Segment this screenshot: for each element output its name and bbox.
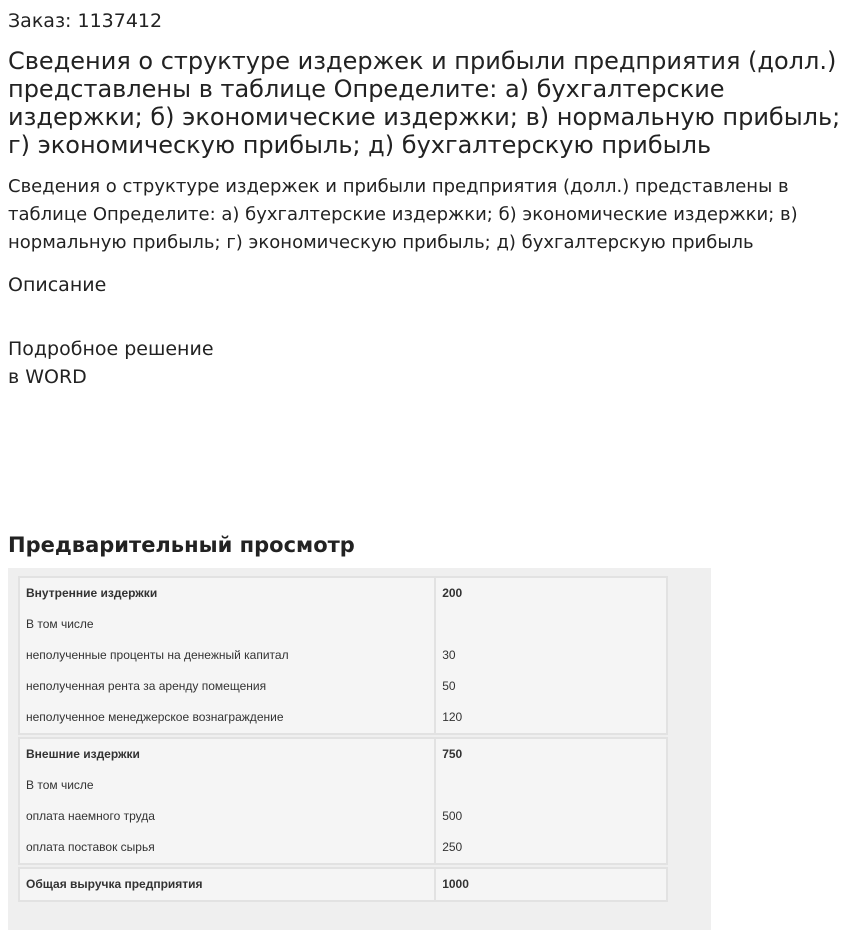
order-number: Заказ: 1137412 [8,10,163,32]
description-heading: Описание [8,274,107,296]
row-value: 750 [442,747,463,761]
preview-heading: Предварительный просмотр [8,533,355,557]
solution-line-2: в WORD [8,366,87,388]
table-row [18,737,668,865]
row-value: 30 [442,648,456,662]
row-label: неполученное менеджерское вознаграждение [26,710,284,724]
page-title: Сведения о структуре издержек и прибыли предприятия (долл.) представлены в таблице Определите: а) бухгалтерские издержки; б) экономические издержки; в) нормальную прибыль; г) экономическую прибыль; д) бухгалтерскую прибыль [8,47,841,159]
row-label: неполученные проценты на денежный капитал [26,648,289,662]
row-label: оплата поставок сырья [26,840,155,854]
solution-info [8,335,214,391]
label-cell [18,867,436,902]
row-value [442,609,666,640]
row-value [442,770,666,801]
row-value: 200 [442,586,463,600]
row-value: 1000 [442,877,469,891]
row-label: В том числе [26,617,94,631]
preview-table [18,576,668,902]
row-value: 50 [442,679,456,693]
row-label: Внешние издержки [26,747,140,761]
row-label: оплата наемного труда [26,809,155,823]
row-label: Общая выручка предприятия [26,877,203,891]
table-row [18,576,668,735]
label-cell [18,737,436,865]
value-cell [436,737,668,865]
value-cell [436,867,668,902]
preview-image [8,568,711,930]
table-row [18,867,668,902]
solution-line-1: Подробное решение [8,338,214,360]
task-description: Сведения о структуре издержек и прибыли предприятия (долл.) представлены в таблице Определите: а) бухгалтерские издержки; б) экономические издержки; в) нормальную прибыль; г) экономическую прибыль; д) бухгалтерскую прибыль [8,176,798,253]
value-cell [436,576,668,735]
row-label: неполученная рента за аренду помещения [26,679,267,693]
row-value: 250 [442,840,463,854]
row-value: 500 [442,809,463,823]
row-label: Внутренние издержки [26,586,158,600]
row-value: 120 [442,710,463,724]
row-label: В том числе [26,778,94,792]
label-cell [18,576,436,735]
